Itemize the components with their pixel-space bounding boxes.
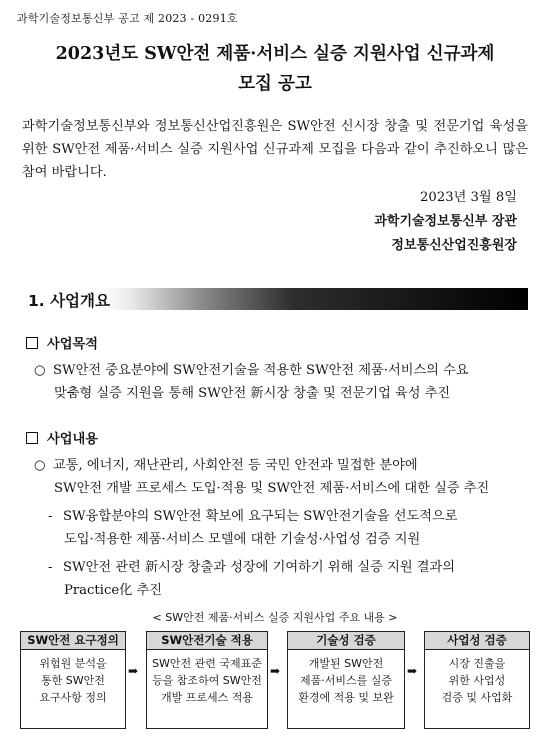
intro-paragraph: 과학기술정보통신부와 정보통신산업진흥원은 SW안전 신시장 창출 및 전문기업 육성을 위한 SW안전 제품·서비스 실증 지원사업 신규과제 모집을 다음과 같이 추진하오니 많은 참여 바랍니다.: [22, 119, 528, 180]
notice-number: 과학기술정보통신부 공고 제 2023 - 0291호: [17, 12, 238, 25]
subsection-heading: 사업내용: [47, 432, 98, 447]
page-title-line2: 모집 공고: [238, 74, 312, 94]
flow-step-body-line: 요구사항 정의: [39, 691, 107, 704]
flow-step-tech-verify: [287, 631, 405, 729]
dash-item-2-line2: Practice化 추진: [64, 583, 162, 598]
flow-step-body-line: 통한 SW안전: [41, 674, 105, 687]
content-dash-item-1: [48, 505, 518, 551]
flow-step-body-line: 환경에 적용 및 보완: [298, 691, 394, 704]
dash-item-2-line1: SW안전 관련 新시장 창출과 성장에 기여하기 위해 실증 지원 결과의: [63, 560, 455, 575]
checkbox-square-icon: [26, 337, 38, 349]
dash-bullet-icon: -: [48, 560, 53, 575]
section-title: 1. 사업개요: [28, 292, 110, 310]
content-line1: 교통, 에너지, 재난관리, 사회안전 등 국민 안전과 밀접한 분야에: [53, 458, 418, 473]
arrow-right-icon: ➡: [270, 664, 281, 678]
purpose-line1: SW안전 중요분야에 SW안전기술을 적용한 SW안전 제품·서비스의 수요: [53, 363, 469, 378]
subsection-purpose: [26, 333, 98, 352]
content-bullet: [34, 454, 514, 500]
flow-step-requirements: [20, 631, 126, 729]
flow-step-body-line: 등을 참조하여 SW안전: [152, 674, 262, 687]
content-line2: SW안전 개발 프로세스 도입·적용 및 SW안전 제품·서비스에 대한 실증 추진: [54, 481, 490, 496]
flow-step-title: 사업성 검증: [425, 632, 529, 650]
flow-step-body: [425, 650, 529, 706]
flow-step-title: SW안전기술 적용: [147, 632, 267, 650]
arrow-right-icon: ➡: [407, 664, 418, 678]
subsection-content: [26, 428, 98, 447]
dash-bullet-icon: -: [48, 509, 53, 524]
flow-step-tech-apply: [146, 631, 268, 729]
flow-step-body-line: SW안전 관련 국제표준: [152, 657, 262, 670]
flow-step-body-line: 개발 프로세스 적용: [160, 691, 253, 704]
circle-bullet-icon: ○: [34, 363, 46, 378]
flow-step-title: 기술성 검증: [288, 632, 404, 650]
subsection-heading: 사업목적: [47, 337, 98, 352]
dash-item-1-line2: 도입·적용한 제품·서비스 모델에 대한 기술성·사업성 검증 지원: [64, 532, 421, 547]
flow-step-body-line: 개발된 SW안전: [308, 657, 384, 670]
purpose-line2: 맞춤형 실증 지원을 통해 SW안전 新시장 창출 및 전문기업 육성 추진: [54, 386, 451, 401]
flow-caption: < SW안전 제품·서비스 실증 지원사업 주요 내용 >: [152, 611, 398, 624]
flow-step-title: SW안전 요구정의: [21, 632, 125, 650]
issuer-ministry: 과학기술정보통신부 장관: [374, 214, 517, 229]
flow-step-body-line: 위험원 분석을: [39, 657, 107, 670]
flow-step-body: [21, 650, 125, 706]
checkbox-square-icon: [26, 432, 38, 444]
flow-step-body-line: 시장 진출을: [448, 657, 506, 670]
arrow-right-icon: ➡: [128, 664, 139, 678]
flow-step-body-line: 검증 및 사업화: [441, 691, 513, 704]
dash-item-1-line1: SW융합분야의 SW안전 확보에 요구되는 SW안전기술을 선도적으로: [63, 509, 458, 524]
flow-step-body: [288, 650, 404, 706]
flow-step-body: [147, 650, 267, 706]
flow-step-body-line: 제품·서비스를 실증: [299, 674, 392, 687]
purpose-bullet: [34, 359, 514, 405]
issuer-agency: 정보통신산업진흥원장: [391, 238, 517, 253]
flow-step-business-verify: [424, 631, 530, 729]
circle-bullet-icon: ○: [34, 458, 46, 473]
issue-date: 2023년 3월 8일: [420, 190, 517, 205]
content-dash-item-2: [48, 556, 518, 602]
flow-step-body-line: 위한 사업성: [448, 674, 506, 687]
page-title: 2023년도 SW안전 제품·서비스 실증 지원사업 신규과제: [55, 44, 495, 64]
